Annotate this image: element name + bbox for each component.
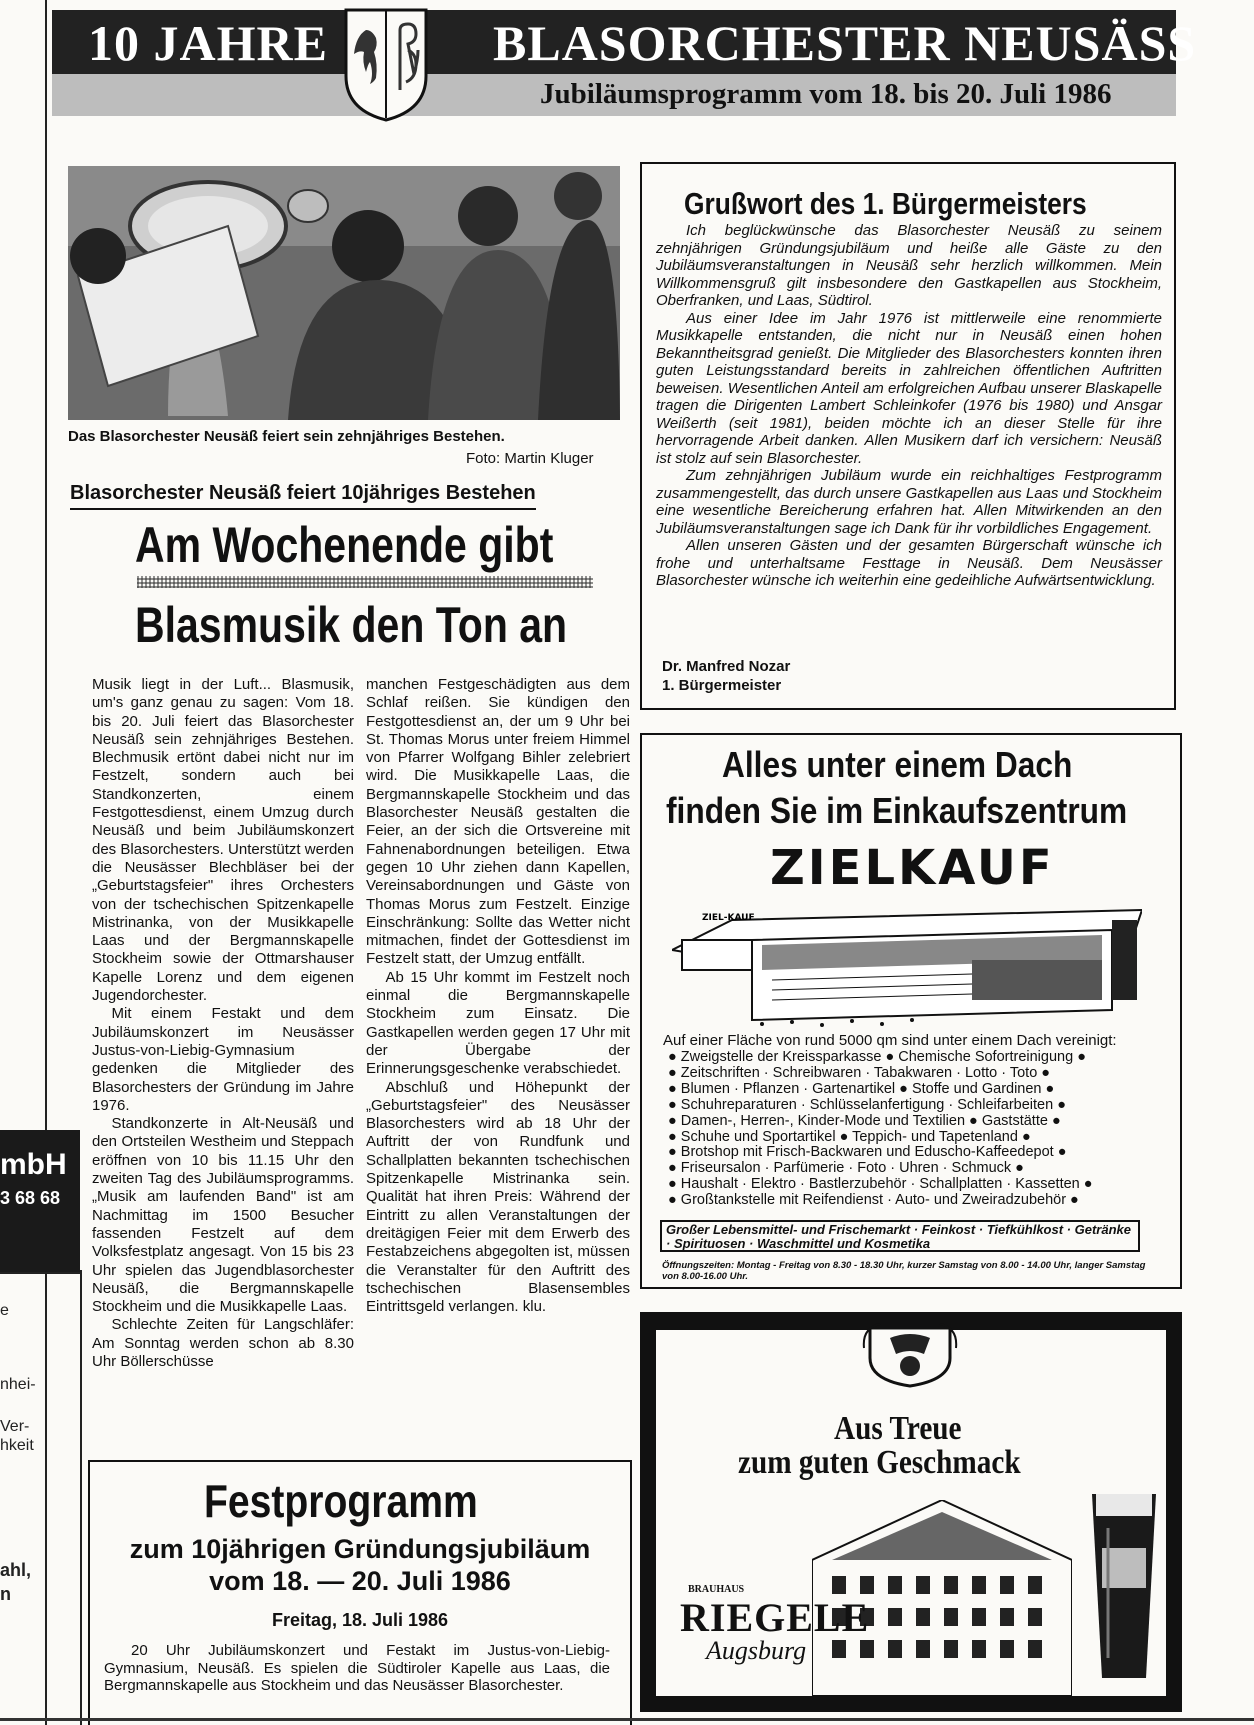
festprogramm-subtitle-1: zum 10jährigen Gründungsjubiläum xyxy=(129,1534,591,1564)
riegele-slogan-1: Aus Treue xyxy=(834,1410,962,1447)
list-item: ● Schuhe und Sportartikel ● Teppich- und Tapetenland ● xyxy=(668,1128,1031,1145)
signature-name: Dr. Manfred Nozar xyxy=(662,658,791,675)
article-column-2 xyxy=(366,676,630,1316)
article-column-1 xyxy=(92,676,354,1371)
list-item: ● Damen-, Herren-, Kinder-Mode und Textilien ● Gaststätte ● xyxy=(668,1112,1061,1129)
zielkauf-intro: Auf einer Fläche von rund 5000 qm sind unter einem Dach vereinigt: xyxy=(663,1032,1117,1049)
header-title-right: BLASORCHESTER NEUSÄSS xyxy=(493,15,1197,71)
grusswort-text xyxy=(656,222,1162,590)
list-item: ● Haushalt · Elektro · Bastlerzubehör · Schallplatten · Kassetten ● xyxy=(668,1176,1093,1193)
article-paragraph: Ab 15 Uhr kommt im Festzelt noch einmal die Bergmannskapelle Stockheim zum Einsatz. Die Gastkapellen werden gegen 17 Uhr mit der Übergabe der Erinnerungsgeschenke verabschiedet. xyxy=(366,968,630,1078)
edge-divider-vertical xyxy=(80,1270,82,1725)
list-item: ● Großtankstelle mit Reifendienst · Auto- und Zweiradzubehör ● xyxy=(668,1192,1079,1209)
edge-ad-text-a: mbH xyxy=(0,1148,67,1181)
list-item: ● Zweigstelle der Kreissparkasse ● Chemische Sofortreinigung ● xyxy=(668,1049,1086,1065)
headline-divider-pattern xyxy=(137,576,593,588)
header-title-left: 10 JAHRE xyxy=(88,15,328,71)
zielkauf-opening-hours: Öffnungszeiten: Montag - Freitag von 8.30 - 18.30 Uhr, kurzer Samstag von 8.00 - 14.00 Uhr, langer Samstag von 8.00-16.00 Uhr. xyxy=(662,1260,1146,1282)
edge-fragment: n xyxy=(0,1584,11,1604)
festprogramm-title: Festprogramm xyxy=(204,1475,478,1527)
article-paragraph: Abschluß und Höhepunkt der „Geburtstagsfeier" des Neusässer Blasorchesters wird ab 18 Uhr der Auftritt der von Rundfunk und Schallplatten bekannten tschechischen Spitzenkapelle Mistrinanka sein. Qualität hat ihren Preis: Während der Eintritt zu allen Veranstaltungen der dreitägigen Feier mit dem Erwerb des Festabzeichens abgegolten ist, müssen die Veranstalter für den Auftritt des tschechischen Blasensembles Eintrittsgeld verlangen. klu. xyxy=(366,1078,630,1316)
edge-fragment: hkeit xyxy=(0,1437,34,1454)
edge-fragment: e xyxy=(0,1302,9,1319)
orchestra-photo xyxy=(68,166,620,420)
left-border-line xyxy=(45,0,47,1725)
zielkauf-food-band: Großer Lebensmittel- und Frischemarkt · Feinkost · Tiefkühlkost · Getränke · Spirituosen · Waschmittel und Kosmetika xyxy=(660,1220,1140,1252)
grusswort-paragraph: Zum zehnjährigen Jubiläum wurde ein reichhaltiges Festprogramm zusammengestellt, das durch unsere Gastkapellen aus Laas und Stockheim eine wesentliche Bereicherung erfahren hat. Allen Mitwirkenden an den Jubiläumsveranstaltungen sage ich Dank für ihr vorbildliches Engagement. xyxy=(656,467,1162,537)
list-item: ● Brotshop mit Frisch-Backwaren und Eduscho-Kaffeedepot ● xyxy=(668,1144,1067,1161)
list-item: ● Schuhreparaturen · Schlüsselanfertigung · Schleifarbeiten ● xyxy=(668,1096,1066,1113)
bottom-border-line xyxy=(0,1718,1254,1721)
photo-caption: Das Blasorchester Neusäß feiert sein zehnjähriges Bestehen. xyxy=(68,428,505,445)
edge-fragment: Ver- xyxy=(0,1418,30,1435)
edge-ad-box xyxy=(0,1130,80,1272)
zielkauf-list xyxy=(668,1050,1172,1209)
zielkauf-logo: ZIELKAUF xyxy=(770,840,1055,896)
festprogramm-paragraph: 20 Uhr Jubiläumskonzert und Festakt im Justus-von-Liebig-Gymnasium, Neusäß. Es spielen die Südtiroler Kapelle aus Laas, die Bergmannskapelle aus Stockheim und das Neusässer Blasorchester. xyxy=(104,1642,610,1694)
zielkauf-headline-2: finden Sie im Einkaufszentrum xyxy=(666,790,1128,831)
photo-credit: Foto: Martin Kluger xyxy=(466,450,594,467)
coat-of-arms-icon xyxy=(342,6,430,124)
zielkauf-headline-1: Alles unter einem Dach xyxy=(722,744,1073,785)
riegele-brauhaus-label: BRAUHAUS xyxy=(688,1584,745,1595)
article-headline-line1: Am Wochenende gibt xyxy=(135,517,554,573)
grusswort-paragraph: Allen unseren Gästen und der gesamten Bürgerschaft wünsche ich frohe und unterhaltsame Festtage in Neusäß. Dem Neusässer Blasorchester wünsche ich weiterhin eine gedeihliche Aufwärtsentwicklung. xyxy=(656,537,1162,589)
svg-text:ZIEL-KAUF: ZIEL-KAUF xyxy=(702,913,755,923)
article-paragraph: Schlechte Zeiten für Langschläfer: Am Sonntag werden schon ab 8.30 Uhr Böllerschüsse xyxy=(92,1316,354,1370)
brewery-crest-icon xyxy=(860,1318,960,1388)
edge-ad-text-b: 3 68 68 xyxy=(0,1188,61,1208)
riegele-slogan-2: zum guten Geschmack xyxy=(738,1444,1021,1481)
grusswort-paragraph: Ich beglückwünsche das Blasorchester Neusäß zu seinem zehnjährigen Gründungsjubiläum und heiße alle Gäste zu den Jubiläumsveranstaltungen in Neusäß sehr herzlich willkommen. Mein Willkommensgruß gilt insbesondere den Gastkapellen aus Stockheim, Oberfranken, und Laas, Südtirol. xyxy=(656,222,1162,309)
edge-fragment: nhei- xyxy=(0,1376,36,1393)
riegele-city: Augsburg xyxy=(706,1636,807,1665)
list-item: ● Blumen · Pflanzen · Gartenartikel ● Stoffe und Gardinen ● xyxy=(668,1080,1055,1097)
festprogramm-text xyxy=(104,1642,610,1695)
shopping-center-drawing-icon xyxy=(672,900,1142,1030)
grusswort-title: Grußwort des 1. Bürgermeisters xyxy=(684,186,1087,221)
edge-fragment: ahl, xyxy=(0,1560,32,1580)
beer-glass-icon xyxy=(1084,1488,1164,1688)
article-paragraph: Musik liegt in der Luft... Blasmusik, um's ganz genau zu sagen: Vom 18. bis 20. Juli feiert das Blasorchester Neusäß sein zehnjähriges Bestehen. Blechmusik ertönt dabei nicht nur im Festzelt, sondern auch bei Standkonzerten, einem Festgottesdienst, einem Umzug durch Neusäß und beim Jubiläumskonzert des Blasorchesters. Unterstützt werden die Neusässer Blechbläser bei der „Geburtstagsfeier" ihres Orchesters von der tschechischen Spitzenkapelle Mistrinanka, von der Musikkapelle Laas und der Bergmannskapelle Stockheim sowie der Ottmarshauser Kapelle Lorenz und dem eigenen Jugendorchester. xyxy=(92,676,354,1005)
riegele-logo: RIEGELE xyxy=(680,1595,870,1640)
festprogramm-subtitle-2: vom 18. — 20. Juli 1986 xyxy=(209,1566,511,1596)
festprogramm-day: Freitag, 18. Juli 1986 xyxy=(271,1610,449,1630)
grusswort-paragraph: Aus einer Idee im Jahr 1976 ist mittlerweile eine renommierte Musikkapelle entstanden, die nicht nur in Neusäß einen hohen Bekanntheitsgrad genießt. Die Mitglieder des Blasorchesters konnten ihren guten Leistungsstandard bereits in zahlreichen öffentlichen Auftritten beweisen. Wesentlichen Anteil am erfolgreichen Aufbau unserer Blaskapelle tragen die Dirigenten Lambert Schleinkofer (1976 bis 1980) und Ansgar Weißerth (seit 1981), beiden möchte ich an dieser Stelle für ihre hervorragende Arbeit danken. Allen Musikern darf ich versichern: Neusäß ist stolz auf sein Blasorchester. xyxy=(656,309,1162,467)
grusswort-signature xyxy=(662,657,790,695)
article-paragraph: Standkonzerte in Alt-Neusäß und den Ortsteilen Westheim und Steppach eröffnen von 10 bis 11.15 Uhr den zweiten Tag des Jubiläumsprogramms. „Musik am laufenden Band" ist am Nachmittag im 1500 Besucher fassenden Festzelt auf dem Volksfestplatz angesagt. Von 15 bis 23 Uhr spielen das Jugendblasorchester Neusäß, die Bergmannskapelle Stockheim und die Musikkapelle Laas. xyxy=(92,1115,354,1316)
article-kicker: Blasorchester Neusäß feiert 10jähriges Bestehen xyxy=(70,482,536,510)
article-headline-line2: Blasmusik den Ton an xyxy=(135,597,568,653)
article-paragraph: Mit einem Festakt und dem Jubiläumskonzert im Neusässer Justus-von-Liebig-Gymnasium gedenken die Mitglieder des Blasorchesters der Gründung im Jahre 1976. xyxy=(92,1005,354,1114)
article-paragraph: manchen Festgeschädigten aus dem Schlaf reißen. Sie kündigen den Festgottesdienst an, der um 9 Uhr bei St. Thomas Morus unter freiem Himmel von Pfarrer Wolfgang Bihler zelebriert wird. Die Musikkapelle Laas, die Bergmannskapelle Stockheim und das Blasorchester Neusäß gestalten die Feier, an der sich die Ortsvereine mit Fahnenabordnungen beteiligen. Etwa gegen 10 Uhr ziehen dann Kapellen, Vereinsabordnungen und Gäste von Thomas Morus zum Festzelt. Einzige Einschränkung: Sollte das Wetter nicht mitmachen, findet der Gottesdienst im Festzelt statt, der Umzug entfällt. xyxy=(366,676,630,968)
list-item: ● Friseursalon · Parfümerie · Foto · Uhren · Schmuck ● xyxy=(668,1160,1024,1177)
edge-divider xyxy=(0,1272,82,1274)
list-item: ● Zeitschriften · Schreibwaren · Tabakwaren · Lotto · Toto ● xyxy=(668,1064,1051,1081)
signature-role: 1. Bürgermeister xyxy=(662,677,782,694)
header-subtitle: Jubiläumsprogramm vom 18. bis 20. Juli 1986 xyxy=(540,78,1112,110)
